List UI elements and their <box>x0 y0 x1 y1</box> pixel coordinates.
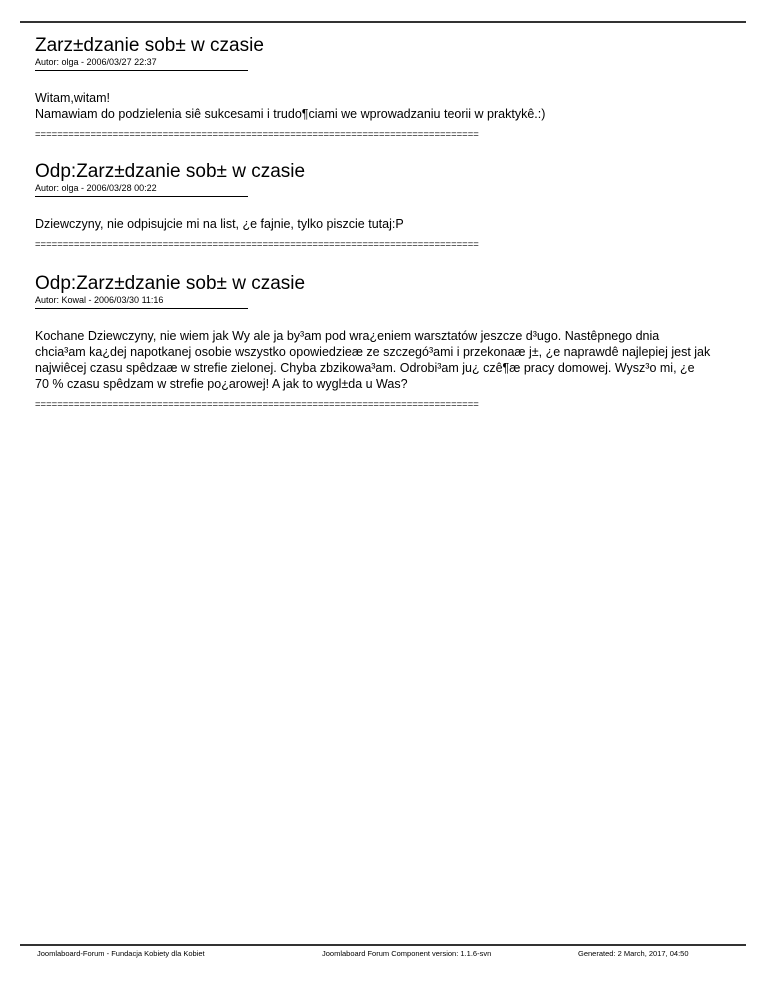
post-separator: ================================================================================ <box>35 129 479 140</box>
post-body: Kochane Dziewczyny, nie wiem jak Wy ale ja by³am pod wra¿eniem warsztatów jeszcze d³ugo. Nastêpnego dnia chcia³am ka¿dej napotkanej osobie wszystko opowiedzieæ ze szczegó³ami i przekonaæ j±, ¿e naprawdê najlepiej jest jak najwiêcej czasu spêdzaæ w strefie zielonej. Chyba zbzikowa³am. Odrobi³am ju¿ czê¶æ pracy domowej. Wysz³o mi, ¿e 70 % czasu spêdzam w strefie po¿arowej! A jak to wygl±da u Was? <box>35 329 711 391</box>
post <box>35 273 735 410</box>
bottom-rule <box>20 944 746 946</box>
post-separator: ================================================================================ <box>35 399 479 410</box>
post-meta: Autor: Kowal - 2006/03/30 11:16 <box>35 295 164 305</box>
top-rule <box>20 21 746 23</box>
post-title: Odp:Zarz±dzanie sob± w czasie <box>35 161 306 182</box>
post-underline <box>35 70 248 71</box>
post-meta: Autor: olga - 2006/03/28 00:22 <box>35 183 157 193</box>
post-underline <box>35 196 248 197</box>
post-separator: ================================================================================ <box>35 239 479 250</box>
post <box>35 35 735 140</box>
post-meta: Autor: olga - 2006/03/27 22:37 <box>35 57 157 67</box>
post-body: Dziewczyny, nie odpisujcie mi na list, ¿e fajnie, tylko piszcie tutaj:P <box>35 217 404 231</box>
footer-generated: Generated: 2 March, 2017, 04:50 <box>578 949 689 958</box>
post-title: Odp:Zarz±dzanie sob± w czasie <box>35 273 306 294</box>
post-body: Witam,witam! Namawiam do podzielenia siê sukcesami i trudo¶ciami we wprowadzaniu teorii w praktykê.:) <box>35 91 546 121</box>
post <box>35 161 735 250</box>
footer-version: Joomlaboard Forum Component version: 1.1.6-svn <box>322 949 492 958</box>
post-title: Zarz±dzanie sob± w czasie <box>35 35 264 56</box>
footer-site-name: Joomlaboard-Forum - Fundacja Kobiety dla Kobiet <box>37 949 205 958</box>
post-underline <box>35 308 248 309</box>
